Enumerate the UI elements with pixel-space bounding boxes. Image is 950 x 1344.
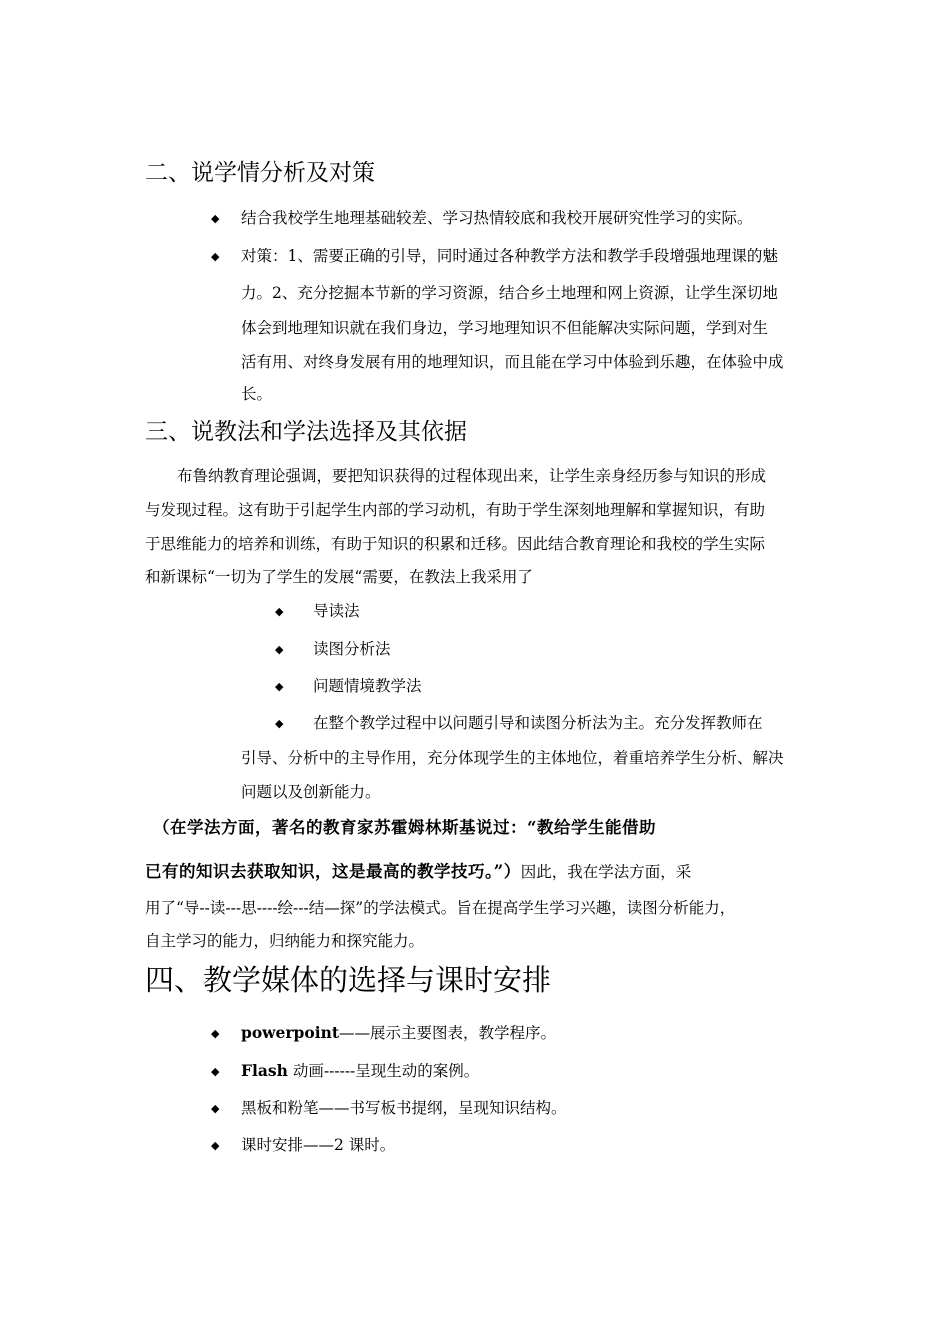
media-item <box>241 1023 556 1043</box>
media-item <box>241 1061 479 1081</box>
media-item-prefix: Flash <box>241 1061 288 1080</box>
section2-bullet2-line: 活有用、对终身发展有用的地理知识，而且能在学习中体验到乐趣，在体验中成 <box>241 353 784 371</box>
media-item-text: 课时安排——2 课时。 <box>241 1136 396 1154</box>
method-item: 导读法 <box>313 602 360 620</box>
section2-bullet2-line: 对策：1、需要正确的引导，同时通过各种教学方法和教学手段增强地理课的魅 <box>241 247 778 265</box>
section3-paragraph-line: 于思维能力的培养和训练，有助于知识的积累和迁移。因此结合教育理论和我校的学生实际 <box>145 535 766 553</box>
media-item-text: 黑板和粉笔——书写板书提纲，呈现知识结构。 <box>241 1099 567 1117</box>
diamond-bullet-icon: ◆ <box>275 717 284 730</box>
diamond-bullet-icon: ◆ <box>275 643 284 656</box>
after-quote-text: 因此，我在学法方面，采 <box>520 863 692 881</box>
section2-bullet2-line: 长。 <box>241 385 273 403</box>
method-item: 读图分析法 <box>313 640 391 658</box>
diamond-bullet-icon: ◆ <box>211 1102 220 1115</box>
section3-paragraph-line: 布鲁纳教育理论强调，要把知识获得的过程体现出来，让学生亲身经历参与知识的形成 <box>177 467 767 485</box>
diamond-bullet-icon: ◆ <box>211 250 220 263</box>
diamond-bullet-icon: ◆ <box>211 212 220 225</box>
learning-method-line: 用了“导--读---思----绘---结—探”的学法模式。旨在提高学生学习兴趣，读图分析能力， <box>145 899 736 917</box>
section3-summary-line: 引导、分析中的主导作用，充分体现学生的主体地位，着重培养学生分析、解决 <box>241 749 784 767</box>
media-item <box>241 1098 567 1118</box>
method-item: 问题情境教学法 <box>313 677 422 695</box>
section2-heading: 二、说学情分析及对策 <box>145 160 375 186</box>
diamond-bullet-icon: ◆ <box>275 680 284 693</box>
section2-bullet2-line: 力。2、充分挖掘本节新的学习资源，结合乡土地理和网上资源，让学生深切地 <box>241 284 778 302</box>
section2-bullet1: 结合我校学生地理基础较差、学习热情较底和我校开展研究性学习的实际。 <box>241 209 753 227</box>
section3-paragraph-line: 与发现过程。这有助于引起学生内部的学习动机，有助于学生深刻地理解和掌握知识，有助 <box>145 501 766 519</box>
diamond-bullet-icon: ◆ <box>211 1065 220 1078</box>
section3-summary-line: 在整个教学过程中以问题引导和读图分析法为主。充分发挥教师在 <box>313 714 763 732</box>
section2-bullet2-line: 体会到地理知识就在我们身边，学习地理知识不但能解决实际问题，学到对生 <box>241 319 769 337</box>
section4-heading: 四、教学媒体的选择与课时安排 <box>145 963 552 997</box>
section3-summary-line: 问题以及创新能力。 <box>241 783 381 801</box>
quote-and-method-line <box>145 862 691 882</box>
diamond-bullet-icon: ◆ <box>211 1139 220 1152</box>
media-item-text: ——展示主要图表，教学程序。 <box>339 1024 557 1042</box>
quote-line: （在学法方面，著名的教育家苏霍姆林斯基说过：“教给学生能借助 <box>153 818 656 837</box>
section3-paragraph-line: 和新课标“一切为了学生的发展“需要，在教法上我采用了 <box>145 568 533 586</box>
section3-heading: 三、说教法和学法选择及其依据 <box>145 419 467 445</box>
diamond-bullet-icon: ◆ <box>275 605 284 618</box>
learning-method-line: 自主学习的能力，归纳能力和探究能力。 <box>145 932 425 950</box>
quote-line: 已有的知识去获取知识，这是最高的教学技巧。”） <box>145 862 521 881</box>
diamond-bullet-icon: ◆ <box>211 1027 220 1040</box>
media-item <box>241 1135 395 1155</box>
media-item-prefix: powerpoint <box>241 1023 340 1042</box>
media-item-text: 动画------呈现生动的案例。 <box>287 1062 480 1080</box>
